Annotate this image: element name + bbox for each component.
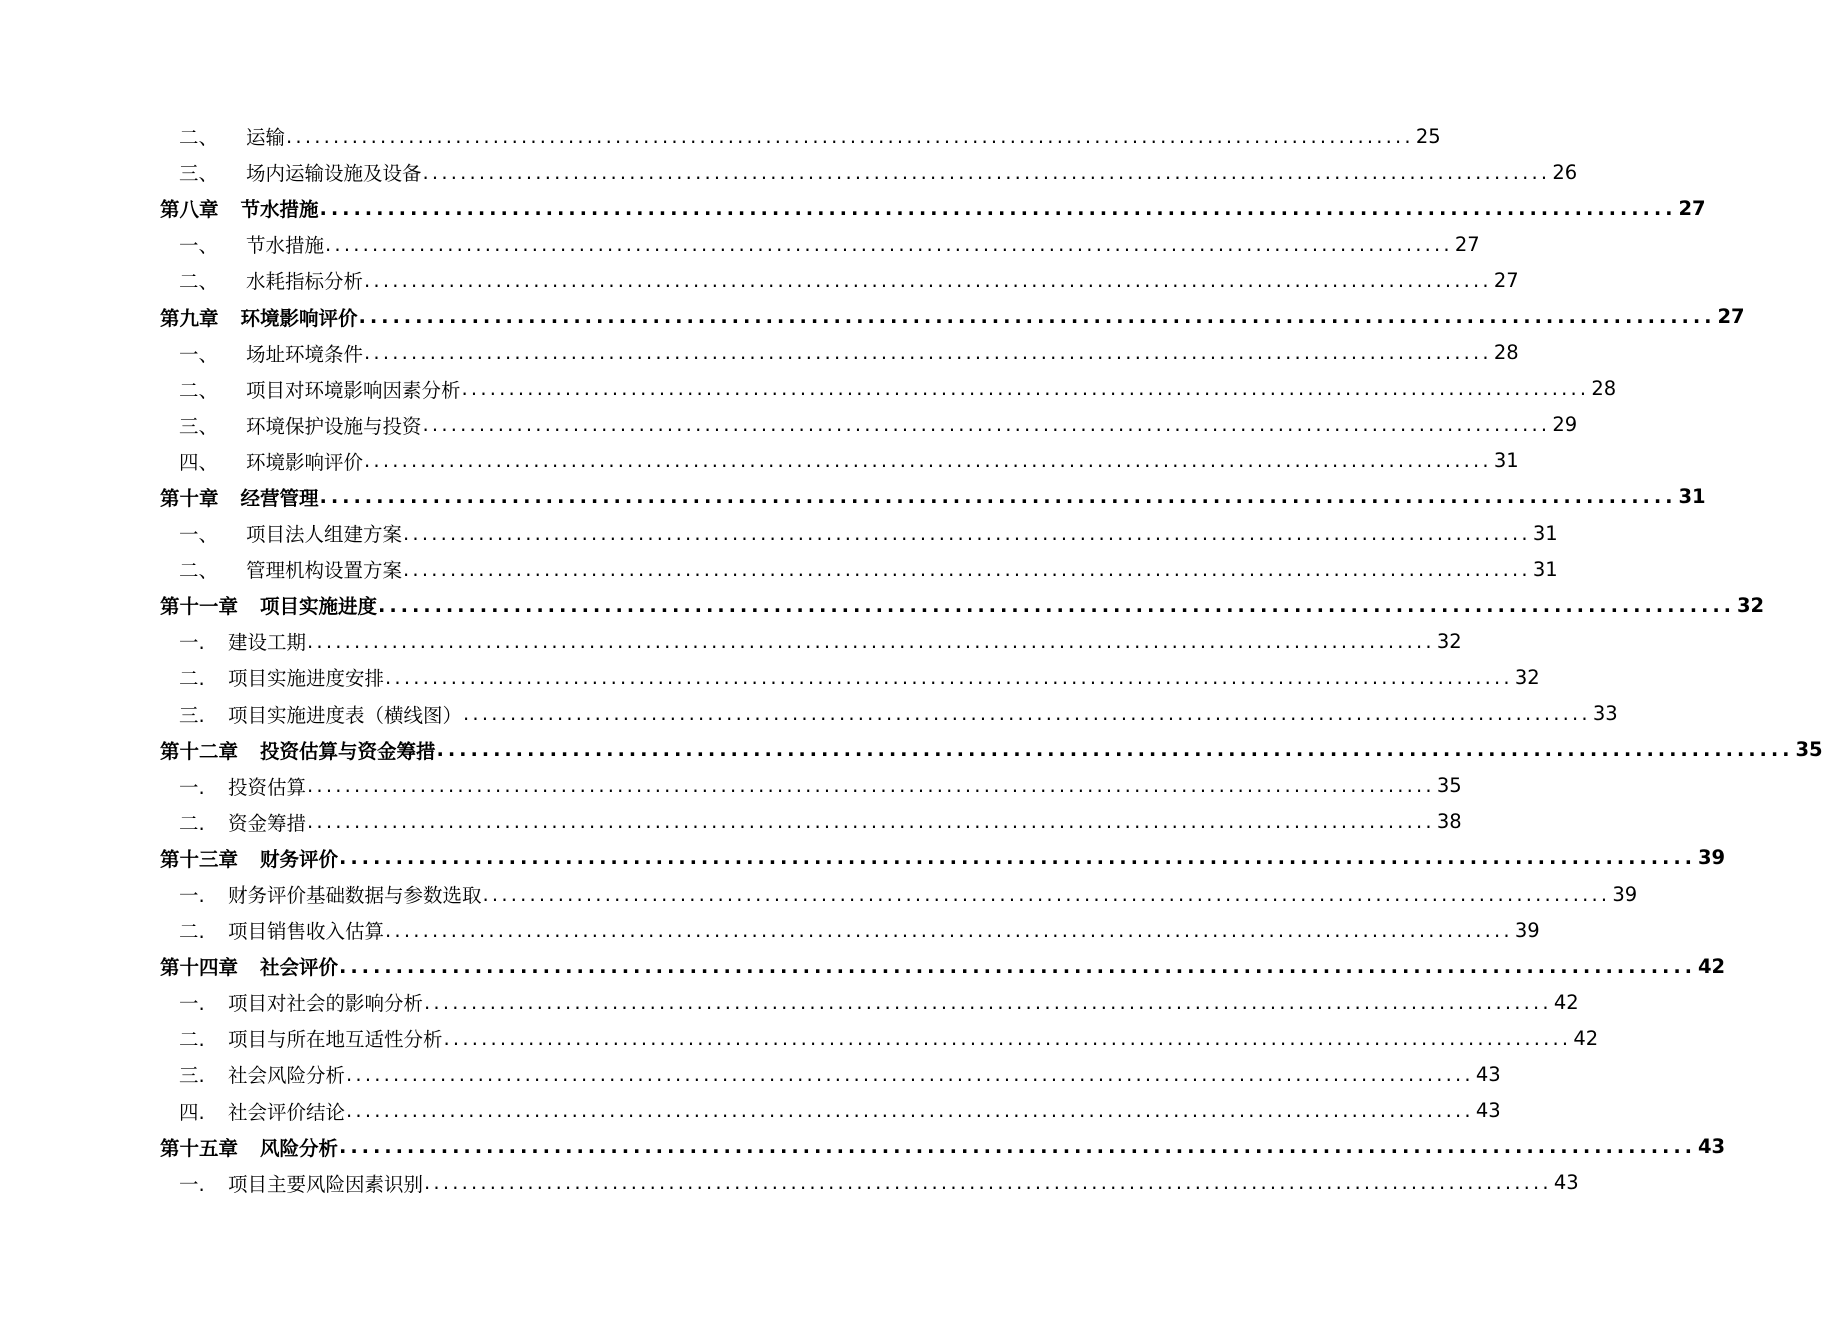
toc-section-entry[interactable] bbox=[160, 407, 1578, 443]
toc-entry-number: 一、 bbox=[179, 523, 219, 547]
toc-entry-page-number: 42 bbox=[1697, 954, 1726, 978]
toc-section-entry[interactable] bbox=[160, 876, 1638, 912]
toc-entry-page-number: 43 bbox=[1475, 1099, 1501, 1123]
toc-entry-title: 节水措施 bbox=[246, 234, 325, 258]
dot-leader: ........................................................................................................................ bbox=[385, 918, 1513, 942]
toc-entry-number: 一、 bbox=[179, 234, 219, 258]
toc-entry-number: 一. bbox=[179, 884, 205, 908]
toc-section-entry[interactable] bbox=[160, 226, 1480, 262]
dot-leader: ........................................................................................................................ bbox=[443, 1026, 1572, 1050]
toc-section-entry[interactable] bbox=[160, 551, 1558, 587]
dot-leader: ........................................................................................................................ bbox=[307, 629, 1435, 653]
toc-entry-page-number: 33 bbox=[1592, 702, 1618, 726]
dot-leader: ........................................................................................................................ bbox=[403, 557, 1531, 581]
toc-chapter-entry[interactable] bbox=[160, 840, 1726, 876]
toc-section-entry[interactable] bbox=[160, 912, 1540, 948]
toc-entry-title: 节水措施 bbox=[240, 198, 319, 222]
toc-entry-page-number: 28 bbox=[1591, 377, 1617, 401]
toc-entry-page-number: 28 bbox=[1493, 341, 1519, 365]
dot-leader: ........................................................................................................................ bbox=[422, 160, 1551, 184]
toc-entry-title: 场址环境条件 bbox=[246, 342, 364, 366]
toc-section-entry[interactable] bbox=[160, 1165, 1579, 1201]
toc-entry-page-number: 27 bbox=[1454, 232, 1480, 256]
toc-entry-number: 一. bbox=[179, 775, 205, 799]
toc-entry-number: 第九章 bbox=[160, 306, 219, 330]
toc-entry-page-number: 26 bbox=[1552, 160, 1578, 184]
toc-section-entry[interactable] bbox=[160, 804, 1462, 840]
toc-entry-title: 项目法人组建方案 bbox=[246, 523, 403, 547]
toc-entry-number: 第十三章 bbox=[160, 847, 239, 871]
toc-entry-title: 环境影响评价 bbox=[240, 306, 358, 330]
toc-entry-page-number: 42 bbox=[1573, 1026, 1599, 1050]
toc-entry-page-number: 31 bbox=[1532, 521, 1558, 545]
toc-entry-title: 环境保护设施与投资 bbox=[246, 414, 422, 438]
toc-section-entry[interactable] bbox=[160, 1093, 1501, 1129]
dot-leader: ........................................................................................................................ bbox=[319, 196, 1677, 220]
toc-entry-page-number: 39 bbox=[1697, 846, 1726, 870]
toc-entry-number: 二、 bbox=[179, 270, 219, 294]
toc-entry-page-number: 43 bbox=[1553, 1171, 1579, 1195]
toc-section-entry[interactable] bbox=[160, 262, 1519, 298]
dot-leader: ........................................................................................................................ bbox=[364, 341, 1492, 365]
toc-entry-page-number: 35 bbox=[1436, 774, 1462, 798]
toc-chapter-entry[interactable] bbox=[160, 190, 1706, 226]
toc-chapter-entry[interactable] bbox=[160, 587, 1765, 623]
toc-entry-title: 投资估算 bbox=[228, 775, 307, 799]
toc-entry-number: 二. bbox=[179, 811, 205, 835]
toc-entry-page-number: 25 bbox=[1415, 124, 1441, 148]
dot-leader: ........................................................................................................................ bbox=[339, 1135, 1696, 1159]
toc-entry-title: 场内运输设施及设备 bbox=[246, 162, 422, 186]
toc-section-entry[interactable] bbox=[160, 768, 1462, 804]
toc-section-entry[interactable] bbox=[160, 154, 1578, 190]
toc-entry-number: 第十章 bbox=[160, 486, 219, 510]
dot-leader: ........................................................................................................................ bbox=[319, 485, 1677, 509]
dot-leader: ........................................................................................................................ bbox=[307, 774, 1435, 798]
toc-chapter-entry[interactable] bbox=[160, 298, 1745, 334]
toc-entry-number: 第十一章 bbox=[160, 595, 239, 619]
toc-entry-title: 项目实施进度表（横线图） bbox=[228, 703, 463, 727]
toc-entry-title: 财务评价基础数据与参数选取 bbox=[228, 884, 482, 908]
toc-entry-title: 建设工期 bbox=[228, 631, 307, 655]
toc-entry-page-number: 27 bbox=[1717, 305, 1745, 329]
toc-section-entry[interactable] bbox=[160, 335, 1519, 371]
toc-entry-number: 二、 bbox=[179, 559, 219, 583]
toc-entry-page-number: 32 bbox=[1514, 665, 1540, 689]
toc-entry-number: 第八章 bbox=[160, 198, 219, 222]
toc-entry-number: 四. bbox=[179, 1100, 205, 1124]
toc-section-entry[interactable] bbox=[160, 1020, 1599, 1056]
dot-leader: ........................................................................................................................ bbox=[424, 990, 1552, 1014]
toc-entry-title: 社会评价结论 bbox=[228, 1100, 346, 1124]
dot-leader: ........................................................................................................................ bbox=[461, 377, 1590, 401]
toc-entry-page-number: 27 bbox=[1678, 196, 1706, 220]
toc-entry-number: 一. bbox=[179, 631, 205, 655]
toc-entry-title: 管理机构设置方案 bbox=[246, 559, 403, 583]
toc-entry-page-number: 43 bbox=[1475, 1062, 1501, 1086]
toc-section-entry[interactable] bbox=[160, 1056, 1501, 1092]
toc-section-entry[interactable] bbox=[160, 371, 1617, 407]
dot-leader: ........................................................................................................................ bbox=[339, 846, 1696, 870]
toc-entry-title: 社会评价 bbox=[260, 956, 339, 980]
toc-chapter-entry[interactable] bbox=[160, 732, 1823, 768]
toc-entry-title: 资金筹措 bbox=[228, 811, 307, 835]
toc-entry-page-number: 38 bbox=[1436, 810, 1462, 834]
dot-leader: ........................................................................................................................ bbox=[436, 738, 1794, 762]
toc-entry-number: 一. bbox=[179, 1172, 205, 1196]
dot-leader: ........................................................................................................................ bbox=[385, 665, 1513, 689]
toc-entry-title: 环境影响评价 bbox=[246, 450, 364, 474]
toc-entry-page-number: 31 bbox=[1493, 449, 1519, 473]
toc-entry-number: 二、 bbox=[179, 378, 219, 402]
toc-chapter-entry[interactable] bbox=[160, 1129, 1726, 1165]
toc-entry-page-number: 32 bbox=[1736, 593, 1765, 617]
toc-section-entry[interactable] bbox=[160, 443, 1519, 479]
toc-entry-number: 二. bbox=[179, 667, 205, 691]
dot-leader: ........................................................................................................................ bbox=[339, 954, 1696, 978]
dot-leader: ........................................................................................................................ bbox=[378, 593, 1735, 617]
dot-leader: ........................................................................................................................ bbox=[346, 1099, 1474, 1123]
toc-entry-page-number: 43 bbox=[1697, 1135, 1726, 1159]
toc-entry-title: 水耗指标分析 bbox=[246, 270, 364, 294]
toc-entry-title: 风险分析 bbox=[260, 1136, 339, 1160]
dot-leader: ........................................................................................................................ bbox=[364, 449, 1492, 473]
toc-entry-title: 项目主要风险因素识别 bbox=[228, 1172, 424, 1196]
toc-entry-page-number: 32 bbox=[1436, 629, 1462, 653]
toc-entry-number: 二. bbox=[179, 920, 205, 944]
dot-leader: ........................................................................................................................ bbox=[286, 124, 1414, 148]
toc-section-entry[interactable] bbox=[160, 659, 1540, 695]
toc-entry-page-number: 27 bbox=[1493, 268, 1519, 292]
toc-entry-number: 第十二章 bbox=[160, 739, 239, 763]
toc-entry-page-number: 35 bbox=[1795, 738, 1823, 762]
toc-section-entry[interactable] bbox=[160, 118, 1441, 154]
toc-entry-number: 二. bbox=[179, 1028, 205, 1052]
toc-entry-number: 三、 bbox=[179, 414, 219, 438]
dot-leader: ........................................................................................................................ bbox=[325, 232, 1453, 256]
table-of-contents bbox=[160, 118, 1823, 1201]
dot-leader: ........................................................................................................................ bbox=[482, 882, 1611, 906]
toc-entry-page-number: 31 bbox=[1532, 557, 1558, 581]
toc-entry-page-number: 29 bbox=[1552, 413, 1578, 437]
toc-entry-number: 第十四章 bbox=[160, 956, 239, 980]
toc-entry-page-number: 42 bbox=[1553, 990, 1579, 1014]
toc-entry-title: 财务评价 bbox=[260, 847, 339, 871]
dot-leader: ........................................................................................................................ bbox=[422, 413, 1551, 437]
toc-entry-number: 三. bbox=[179, 703, 205, 727]
toc-entry-title: 项目实施进度安排 bbox=[228, 667, 385, 691]
toc-section-entry[interactable] bbox=[160, 696, 1618, 732]
toc-entry-page-number: 39 bbox=[1612, 882, 1638, 906]
toc-entry-page-number: 39 bbox=[1514, 918, 1540, 942]
toc-entry-number: 二、 bbox=[179, 126, 219, 150]
toc-entry-title: 项目对环境影响因素分析 bbox=[246, 378, 461, 402]
toc-entry-number: 三. bbox=[179, 1064, 205, 1088]
toc-chapter-entry[interactable] bbox=[160, 479, 1706, 515]
toc-section-entry[interactable] bbox=[160, 984, 1579, 1020]
toc-entry-title: 项目实施进度 bbox=[260, 595, 378, 619]
toc-section-entry[interactable] bbox=[160, 515, 1558, 551]
dot-leader: ........................................................................................................................ bbox=[307, 810, 1435, 834]
dot-leader: ........................................................................................................................ bbox=[346, 1062, 1474, 1086]
toc-entry-title: 运输 bbox=[246, 126, 286, 150]
dot-leader: ........................................................................................................................ bbox=[358, 305, 1716, 329]
toc-entry-number: 四、 bbox=[179, 450, 219, 474]
toc-entry-number: 一、 bbox=[179, 342, 219, 366]
toc-entry-title: 项目销售收入估算 bbox=[228, 920, 385, 944]
dot-leader: ........................................................................................................................ bbox=[463, 702, 1591, 726]
toc-entry-title: 社会风险分析 bbox=[228, 1064, 346, 1088]
dot-leader: ........................................................................................................................ bbox=[424, 1171, 1552, 1195]
dot-leader: ........................................................................................................................ bbox=[403, 521, 1531, 545]
dot-leader: ........................................................................................................................ bbox=[364, 268, 1492, 292]
toc-entry-number: 第十五章 bbox=[160, 1136, 239, 1160]
toc-section-entry[interactable] bbox=[160, 623, 1462, 659]
toc-entry-number: 一. bbox=[179, 992, 205, 1016]
toc-entry-title: 项目与所在地互适性分析 bbox=[228, 1028, 443, 1052]
toc-entry-page-number: 31 bbox=[1678, 485, 1706, 509]
toc-chapter-entry[interactable] bbox=[160, 948, 1726, 984]
toc-entry-number: 三、 bbox=[179, 162, 219, 186]
toc-entry-title: 经营管理 bbox=[240, 486, 319, 510]
toc-entry-title: 投资估算与资金筹措 bbox=[260, 739, 436, 763]
toc-entry-title: 项目对社会的影响分析 bbox=[228, 992, 424, 1016]
